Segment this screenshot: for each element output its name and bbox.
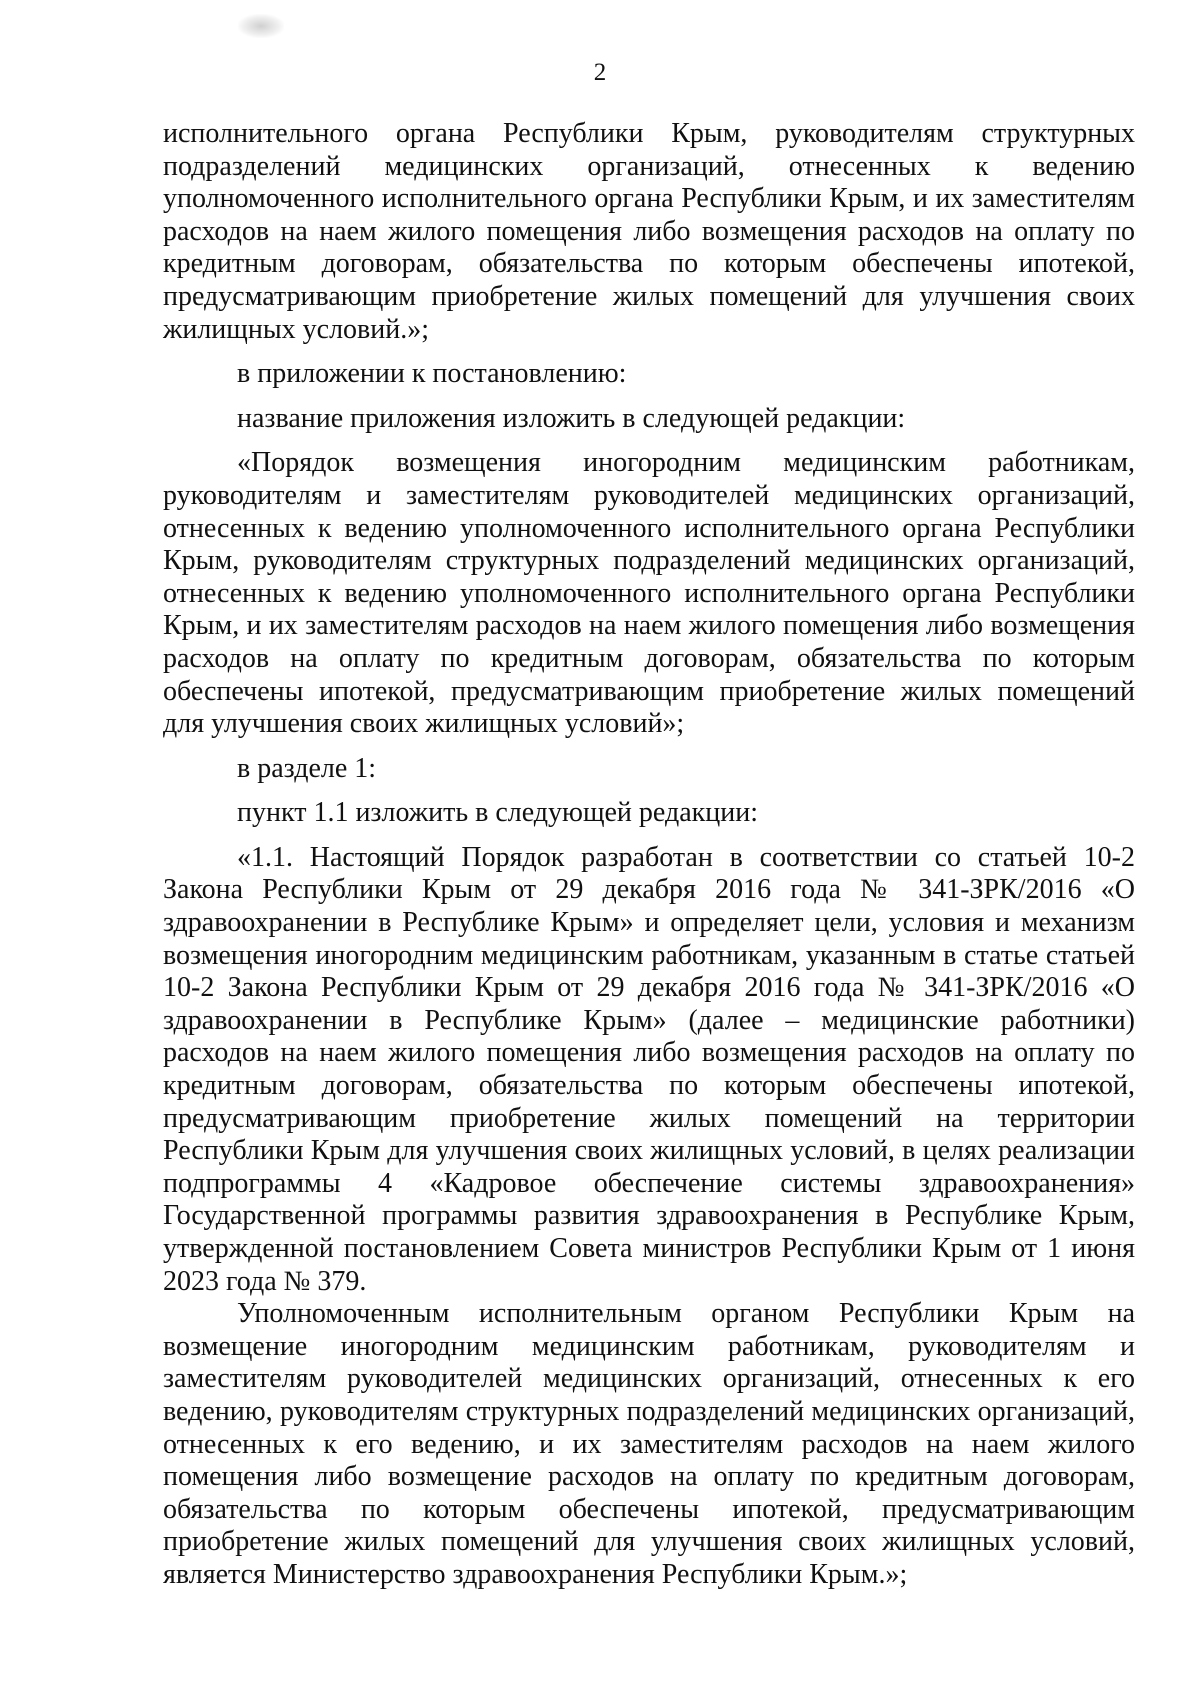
paragraph-appendix-intro: в приложении к постановлению: bbox=[237, 358, 627, 390]
scan-artifact bbox=[238, 14, 284, 38]
paragraph-appendix-title-instruction: название приложения изложить в следующей редакции: bbox=[237, 402, 906, 434]
paragraph-appendix-title: «Порядок возмещения иногородним медицинским работникам, руководителям и заместителям руководителей медицинских организаций, отнесенных к ведению уполномоченного исполнительного органа Республики Крым, руководителям структурных подразделений медицинских организаций, отнесенных к ведению уполномоченного исполнительного органа Республики Крым, и их заместителям расходов на наем жилого помещения либо возмещения расходов на оплату по кредитным договорам, обязательства по которым обеспечены ипотекой, предусматривающим приобретение жилых помещений для улучшения своих жилищных условий»; bbox=[163, 447, 1135, 740]
paragraph-continuation: исполнительного органа Республики Крым, руководителям структурных подразделений медицинских организаций, отнесенных к ведению уполномоченного исполнительного органа Республики Крым, и их заместителям расходов на наем жилого помещения либо возмещения расходов на оплату по кредитным договорам, обязательства по которым обеспечены ипотекой, предусматривающим приобретение жилых помещений для улучшения своих жилищных условий.»; bbox=[163, 118, 1135, 345]
paragraph-section-1: в разделе 1: bbox=[237, 752, 377, 784]
paragraph-authorized-body: Уполномоченным исполнительным органом Республики Крым на возмещение иногородним медицинским работникам, руководителям и заместителям руководителей медицинских организаций, отнесенных к его ведению, руководителям структурных подразделений медицинских организаций, отнесенных к его ведению, и их заместителям расходов на наем жилого помещения либо возмещение расходов на оплату по кредитным договорам, обязательства по которым обеспечены ипотекой, предусматривающим приобретение жилых помещений для улучшения своих жилищных условий, является Министерство здравоохранения Республики Крым.»; bbox=[163, 1298, 1135, 1590]
document-body bbox=[163, 118, 1135, 1592]
paragraph-clause-1-1-instruction: пункт 1.1 изложить в следующей редакции: bbox=[237, 797, 758, 829]
paragraph-clause-1-1: «1.1. Настоящий Порядок разработан в соответствии со статьей 10-2 Закона Республики Крым от 29 декабря 2016 года № 341-ЗРК/2016 «О здравоохранении в Республике Крым» и определяет цели, условия и механизм возмещения иногородним медицинским работникам, указанным в статье статьей 10-2 Закона Республики Крым от 29 декабря 2016 года № 341-ЗРК/2016 «О здравоохранении в Республике Крым» (далее – медицинские работники) расходов на наем жилого помещения либо возмещения расходов на оплату по кредитным договорам, обязательства по которым обеспечены ипотекой, предусматривающим приобретение жилых помещений на территории Республики Крым для улучшения своих жилищных условий, в целях реализации подпрограммы 4 «Кадровое обеспечение системы здравоохранения» Государственной программы развития здравоохранения в Республике Крым, утвержденной постановлением Совета министров Республики Крым от 1 июня 2023 года № 379. bbox=[163, 841, 1135, 1297]
page-number: 2 bbox=[593, 59, 607, 86]
